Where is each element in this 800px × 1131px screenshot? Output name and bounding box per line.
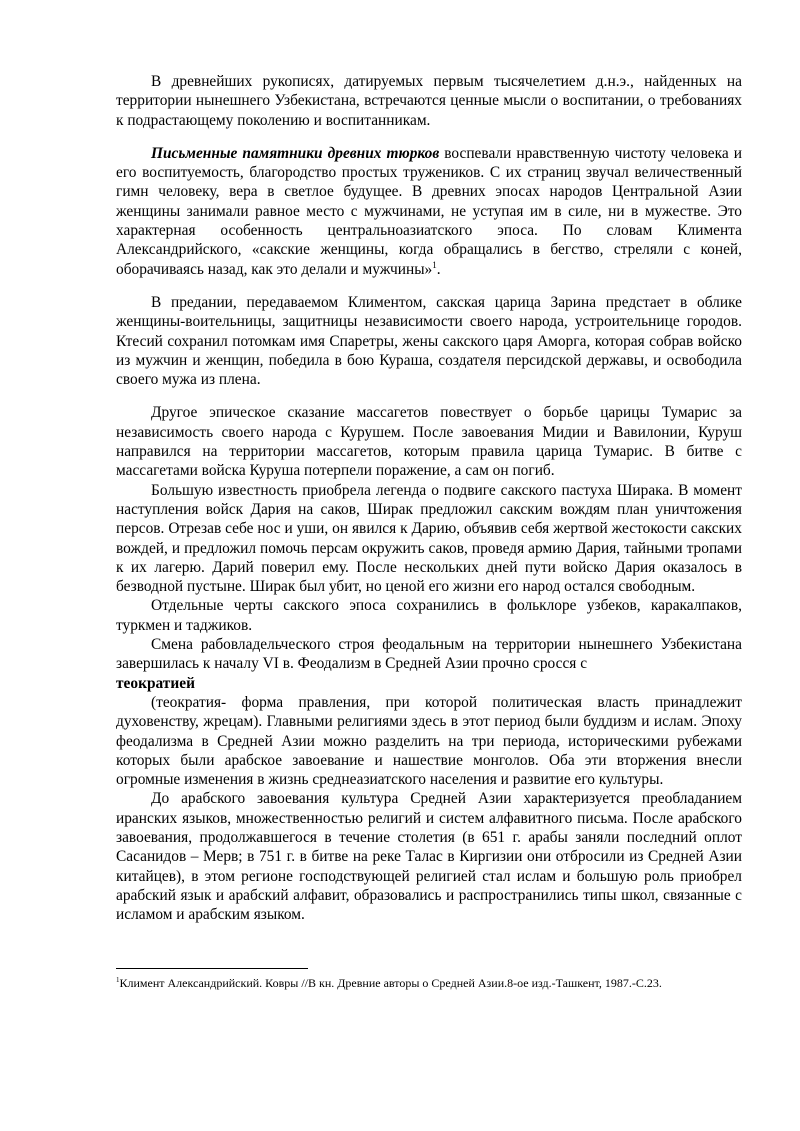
paragraph-ancient-manuscripts: В древнейших рукописях, датируемых первым тысячелетием д.н.э., найденных на территории нынешнего Узбекистана, встречаются ценные мысли о воспитании, о требованиях к подрастающему поколению и воспитанникам. xyxy=(116,73,742,129)
paragraph-arab-conquest: До арабского завоевания культура Средней Азии характеризуется преобладанием иранских языков, множественностью религий и систем алфавитного письма. После арабского завоевания, продолжавшегося в течение столетия (в 651 г. арабы заняли последний оплот Сасанидов – Мерв; в 751 г. в битве на реке Талас в Киргизии они отбросили из Средней Азии китайцев), в этом регионе господствующей религией стал ислам и большую роль приобрел арабский язык и арабский алфавит, образовались и распространились типы школ, связанные с исламом и арабским языком. xyxy=(116,790,742,924)
paragraph-shirak-legend: Большую известность приобрела легенда о подвиге сакского пастуха Ширака. В момент наступления войск Дария на саков, Ширак предложил сакским вождям план уничтожения персов. Отрезав себе нос и уши, он явился к Дарию, объявив себя жертвой жестокости сакских вождей, и предложил помочь персам окружить саков, проведя армию Дария, тайными тропами к их лагерю. Дарий поверил ему. После нескольких дней пути войско Дария оказалось в безводной пустыне. Ширак был убит, но ценой его жизни его народ остался свободным. xyxy=(116,481,742,596)
paragraph-theocracy-definition: (теократия- форма правления, при которой политическая власть принадлежит духовенству, жрецам). Главными религиями здесь в этот период были буддизм и ислам. Эпоху феодализма в Средней Азии можно разделить на три периода, историческими рубежами которых были арабское завоевание и нашествие монголов. Оба эти вторжения внесли огромные изменения в жизнь среднеазиатского населения и развитие его культуры. xyxy=(116,693,742,789)
footnote-reference[interactable]: 1 xyxy=(432,259,437,270)
footnote-text: Климент Александрийский. Ковры //В кн. Древние авторы о Средней Азии.8-ое изд.-Ташкент, 1987.-С.23. xyxy=(119,976,662,990)
paragraph-saka-epos: Отдельные черты сакского эпоса сохранились в фольклоре узбеков, каракалпаков, туркмен и таджиков. xyxy=(116,597,742,634)
paragraph-turkic-monuments-text: воспевали нравственную чистоту человека и его воспитуемость, благородство простых тружеников. С их страниц звучал величественный гимн человеку, вера в светлое будущее. В древних эпосах народов Центральной Азии женщины занимали равное место с мужчинами, не уступая им в силе, ни в мужестве. Это характерная особенность центральноазиатского эпоса. По словам Климента Александрийского, «сакские женщины, когда обращались в бегство, стреляли с коней, оборачиваясь назад, как это делали и мужчины» xyxy=(116,144,742,278)
footnote-marker: 1 xyxy=(116,976,120,984)
footnote xyxy=(116,976,742,991)
paragraph-queen-tumaris: Другое эпическое сказание массагетов повествует о борьбе царицы Тумарис за независимость своего народа с Курушем. После завоевания Мидии и Вавилонии, Куруш направился на территории массагетов, которым правила царица Тумарис. В битве с массагетами войска Куруша потерпели поражение, а сам он погиб. xyxy=(116,404,742,480)
paragraph-feudalism xyxy=(116,635,742,693)
paragraph-turkic-monuments-end: . xyxy=(436,260,441,278)
paragraph-queen-zarina: В предании, передаваемом Климентом, сакская царица Зарина предстает в облике женщины-воительницы, защитницы независимости своего народа, устроительнице городов. Ктесий сохранил потомкам имя Спаретры, жены сакского царя Аморга, которая собрав войско из мужчин и женщин, победила в бою Кураша, создателя персидской державы, и освободила своего мужа из плена. xyxy=(116,293,742,389)
footnote-separator xyxy=(116,968,308,969)
document-body xyxy=(116,72,742,924)
paragraph-feudalism-text: Смена рабовладельческого строя феодальным на территории нынешнего Узбекистана завершилась к началу VI в. Феодализм в Средней Азии прочно сросся с xyxy=(116,636,742,673)
emphasis-turkic-monuments: Письменные памятники древних тюрков xyxy=(151,144,440,162)
term-theocracy: теократией xyxy=(116,674,195,692)
paragraph-turkic-monuments xyxy=(116,144,742,279)
